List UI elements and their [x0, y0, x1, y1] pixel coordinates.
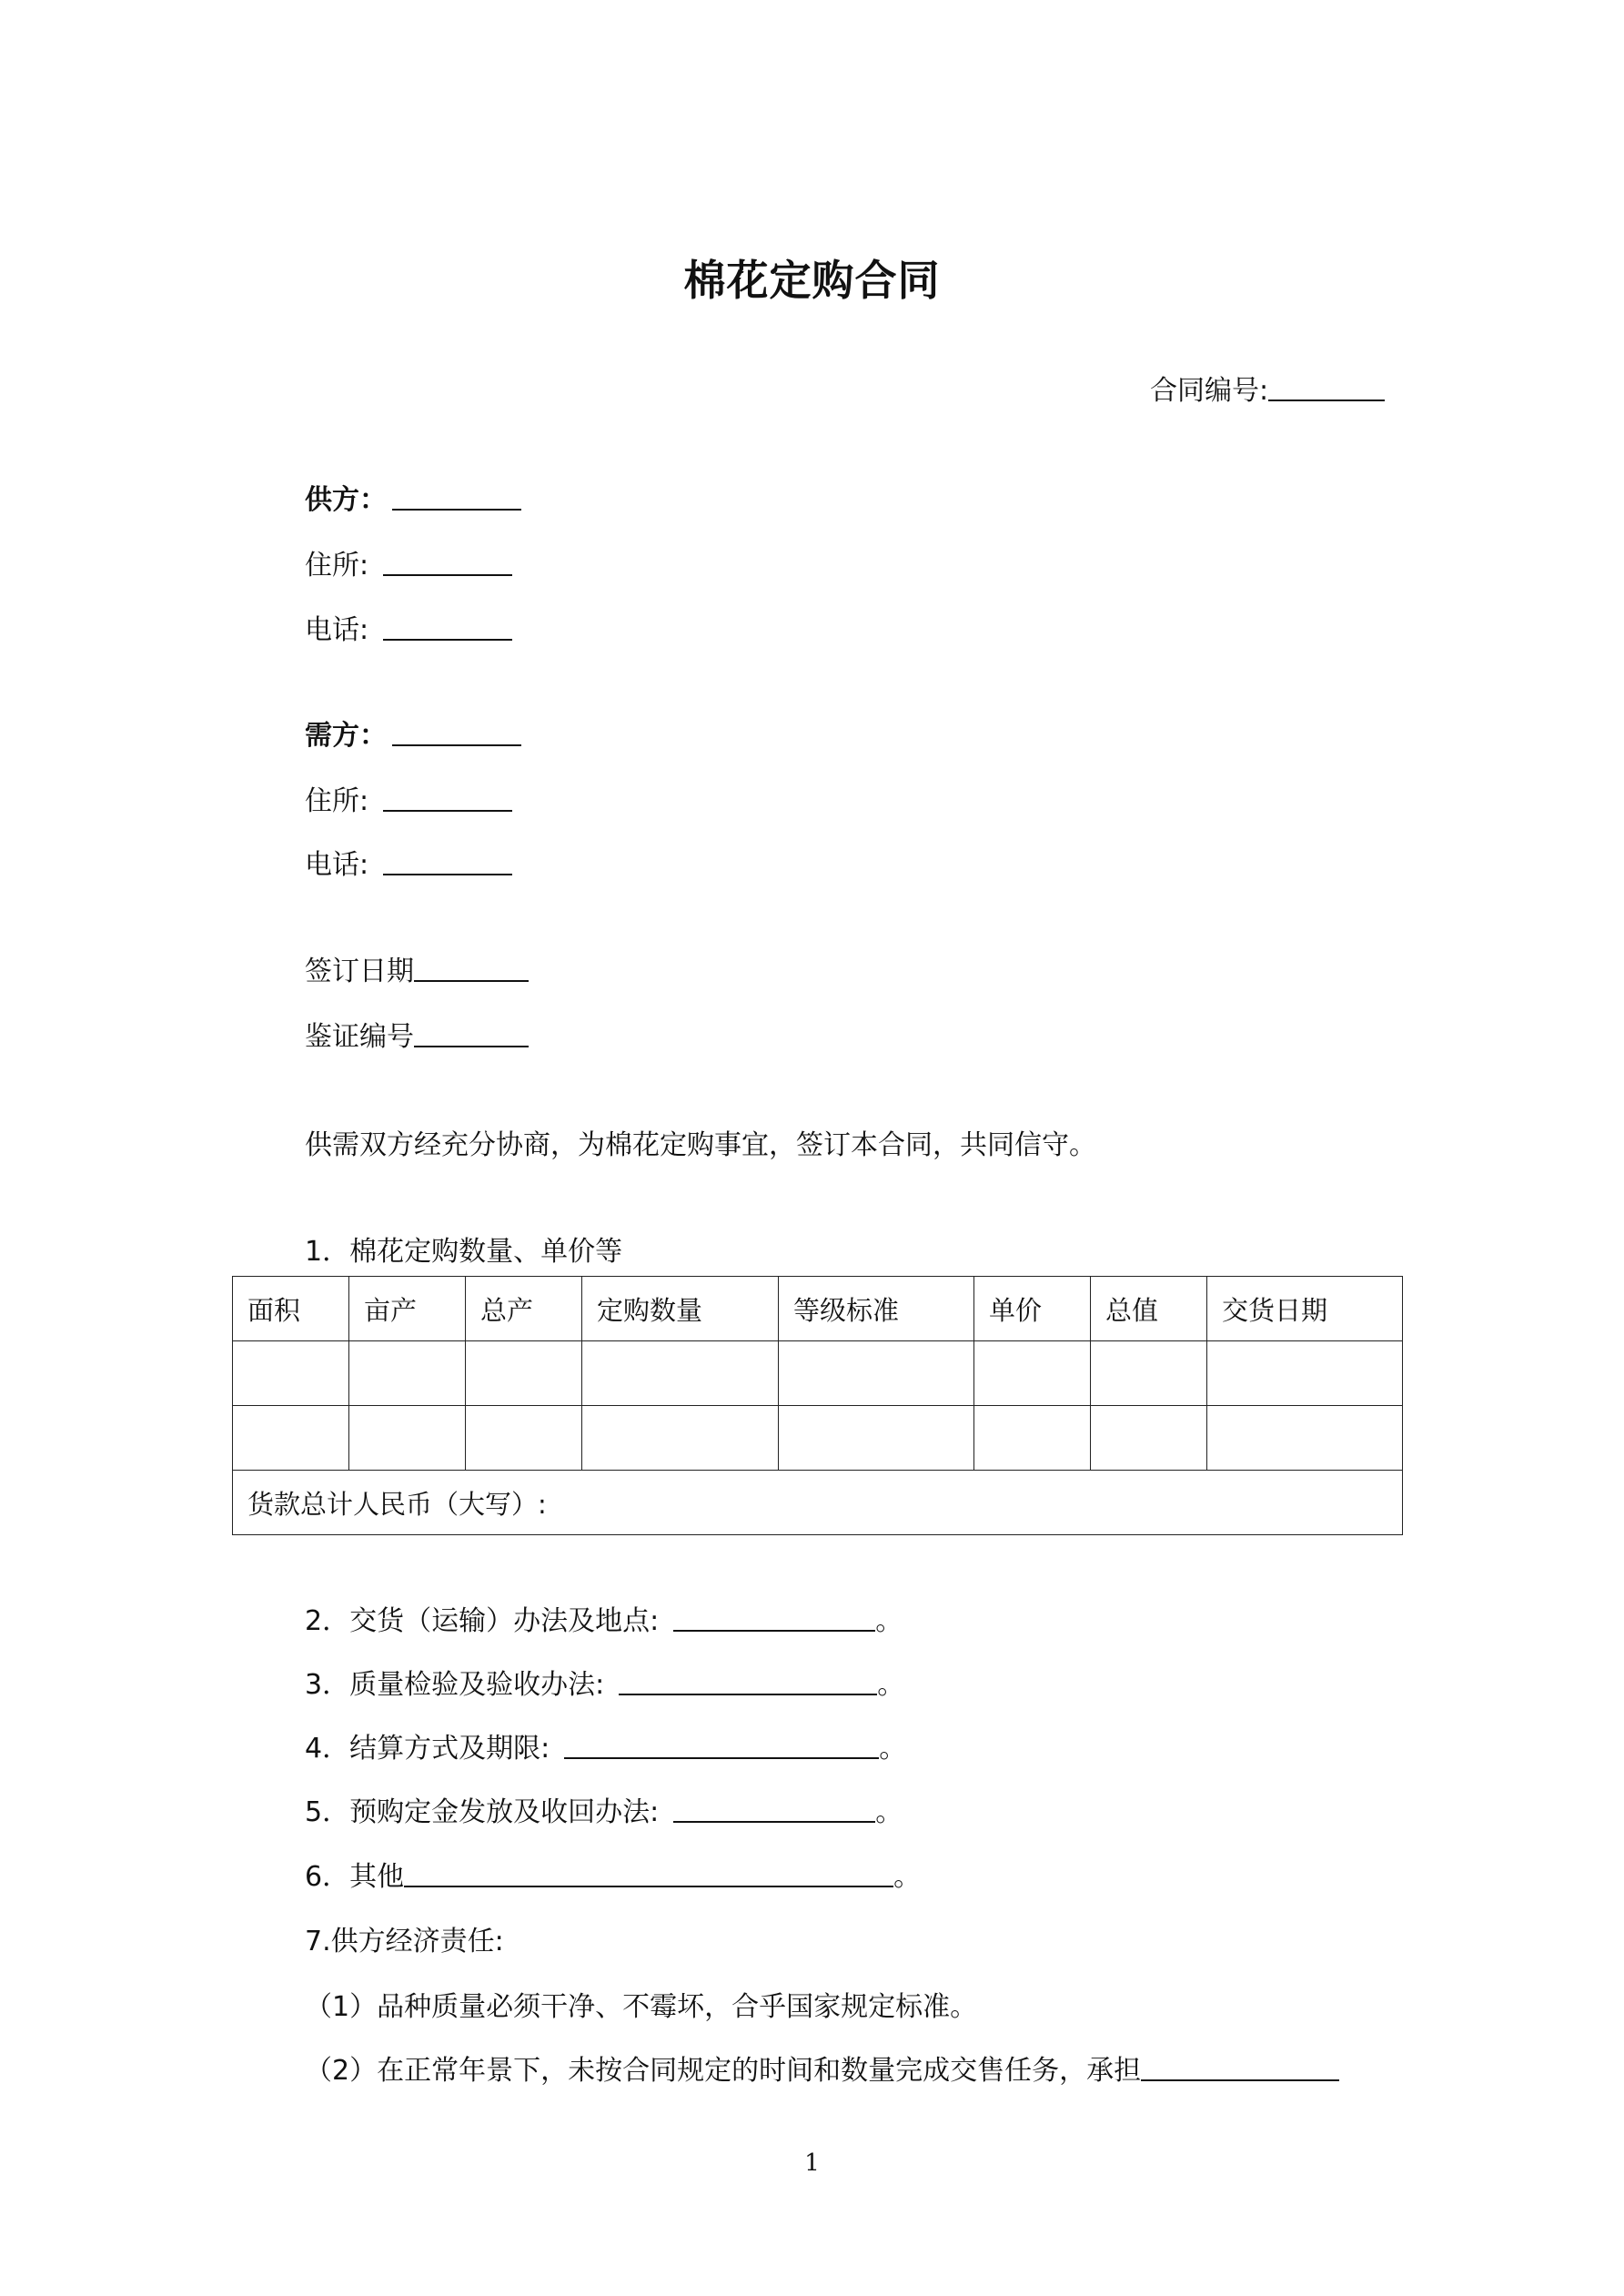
header-total-yield: 总产	[466, 1277, 582, 1341]
page-number: 1	[804, 2149, 820, 2177]
buyer-phone-field[interactable]	[383, 846, 512, 875]
table-cell[interactable]	[779, 1406, 974, 1471]
contract-number-label: 合同编号:	[1150, 375, 1269, 407]
buyer-address-line	[305, 778, 512, 818]
table-cell[interactable]	[1091, 1406, 1207, 1471]
section-6-label: 6．其他	[305, 1861, 405, 1893]
section-4-line	[305, 1725, 906, 1765]
verify-number-label: 鉴证编号	[305, 1021, 414, 1053]
contract-number-line	[1150, 368, 1385, 408]
supplier-address-field[interactable]	[383, 547, 512, 576]
section-2-field[interactable]	[673, 1603, 875, 1632]
header-area: 面积	[233, 1277, 349, 1341]
section-2-label: 2．交货（运输）办法及地点:	[305, 1605, 660, 1637]
table-cell[interactable]	[1207, 1341, 1403, 1406]
section-2-period: 。	[875, 1605, 903, 1637]
section-5-field[interactable]	[673, 1794, 875, 1823]
buyer-address-field[interactable]	[383, 783, 512, 812]
section-4-label: 4．结算方式及期限:	[305, 1733, 550, 1765]
order-table	[232, 1276, 1403, 1535]
supplier-phone-label: 电话:	[305, 614, 369, 646]
section-7-item-2: （2）在正常年景下，未按合同规定的时间和数量完成交售任务，承担	[305, 2055, 1142, 2087]
table-cell[interactable]	[349, 1406, 466, 1471]
table-row	[233, 1341, 1403, 1406]
supplier-address-label: 住所:	[305, 550, 369, 582]
table-cell[interactable]	[466, 1406, 582, 1471]
table-header-row	[233, 1277, 1403, 1341]
header-unit-price: 单价	[974, 1277, 1091, 1341]
section-6-period: 。	[893, 1861, 922, 1893]
section-5-line	[305, 1789, 903, 1829]
section-4-field[interactable]	[564, 1730, 879, 1759]
section-4-period: 。	[879, 1733, 907, 1765]
buyer-phone-label: 电话:	[305, 849, 369, 881]
buyer-name-field[interactable]	[392, 717, 521, 746]
section-3-label: 3．质量检验及验收办法:	[305, 1669, 605, 1701]
table-cell[interactable]	[233, 1341, 349, 1406]
section-5-period: 。	[875, 1796, 903, 1828]
section-3-period: 。	[877, 1669, 905, 1701]
section-6-line	[305, 1854, 921, 1894]
table-cell[interactable]	[1207, 1406, 1403, 1471]
header-grade-standard: 等级标准	[779, 1277, 974, 1341]
table-cell[interactable]	[233, 1406, 349, 1471]
section-5-label: 5．预购定金发放及收回办法:	[305, 1796, 660, 1828]
table-row	[233, 1406, 1403, 1471]
table-cell[interactable]	[466, 1341, 582, 1406]
header-order-quantity: 定购数量	[582, 1277, 779, 1341]
header-total-value: 总值	[1091, 1277, 1207, 1341]
supplier-name-field[interactable]	[392, 481, 521, 511]
buyer-phone-line	[305, 842, 512, 882]
verify-number-field[interactable]	[414, 1018, 529, 1047]
document-title: 棉花定购合同	[683, 256, 941, 305]
table-cell[interactable]	[779, 1341, 974, 1406]
total-amount-cell[interactable]: 货款总计人民币（大写）:	[233, 1471, 1403, 1535]
buyer-address-label: 住所:	[305, 785, 369, 817]
table-cell[interactable]	[1091, 1341, 1207, 1406]
supplier-phone-line	[305, 607, 512, 647]
supplier-line	[305, 477, 521, 517]
section-3-field[interactable]	[619, 1666, 877, 1695]
sign-date-field[interactable]	[414, 953, 529, 982]
section-3-line	[305, 1662, 904, 1702]
section-6-field[interactable]	[404, 1858, 893, 1887]
table-cell[interactable]	[582, 1341, 779, 1406]
table-cell[interactable]	[349, 1341, 466, 1406]
section-2-line	[305, 1598, 903, 1638]
header-delivery-date: 交货日期	[1207, 1277, 1403, 1341]
supplier-label: 供方：	[305, 484, 387, 516]
buyer-line	[305, 713, 521, 753]
table-cell[interactable]	[974, 1341, 1091, 1406]
table-cell[interactable]	[582, 1406, 779, 1471]
section-7-item-2-field[interactable]	[1141, 2052, 1339, 2081]
section-1-heading: 1．棉花定购数量、单价等	[305, 1236, 623, 1268]
buyer-label: 需方：	[305, 720, 387, 752]
sign-date-line	[305, 948, 529, 988]
header-yield-per-mu: 亩产	[349, 1277, 466, 1341]
sign-date-label: 签订日期	[305, 956, 414, 987]
table-cell[interactable]	[974, 1406, 1091, 1471]
section-7-item-1: （1）品种质量必须干净、不霉坏，合乎国家规定标准。	[305, 1991, 978, 2023]
supplier-phone-field[interactable]	[383, 612, 512, 641]
section-7-item-2-line	[305, 2048, 1339, 2088]
supplier-address-line	[305, 542, 512, 582]
verify-number-line	[305, 1014, 529, 1054]
section-7-heading: 7.供方经济责任:	[305, 1926, 504, 1957]
intro-paragraph: 供需双方经充分协商，为棉花定购事宜，签订本合同，共同信守。	[305, 1129, 1096, 1161]
table-total-row	[233, 1471, 1403, 1535]
contract-number-field[interactable]	[1268, 372, 1385, 401]
